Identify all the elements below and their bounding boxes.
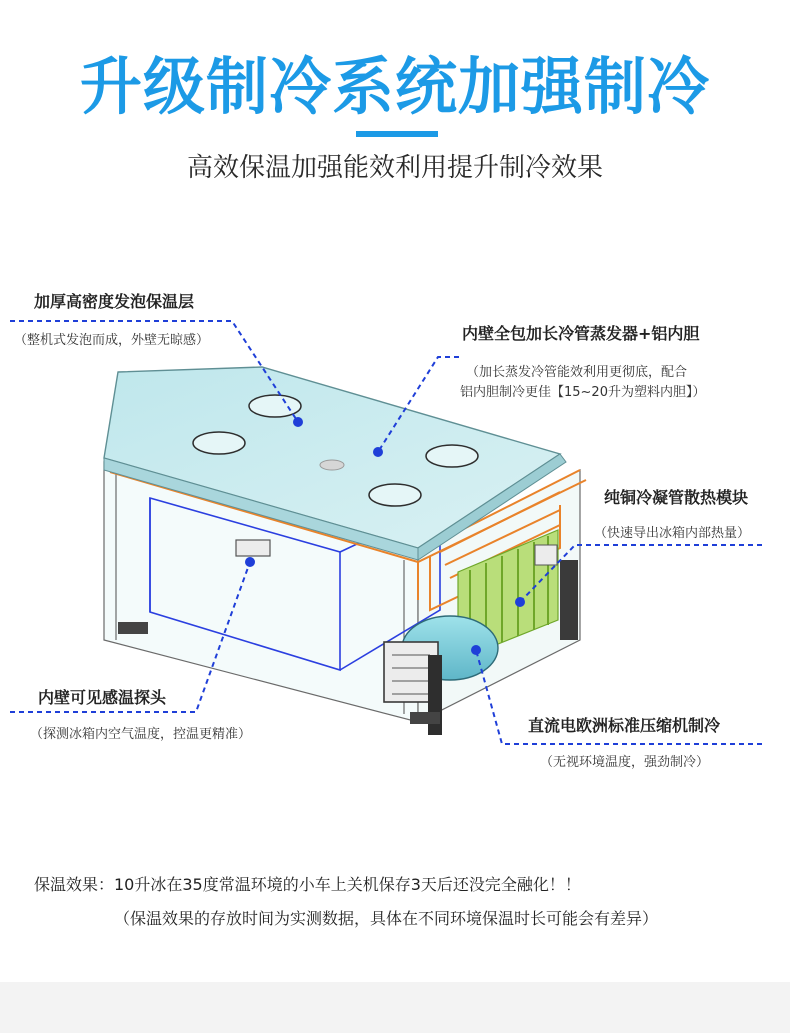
page-title: 升级制冷系统加强制冷 <box>79 50 710 123</box>
compressor-desc: （无视环境温度，强劲制冷） <box>540 755 710 770</box>
foam-layer-label: 加厚高密度发泡保温层 <box>34 292 195 311</box>
temperature-sensor <box>236 540 270 556</box>
evaporator-label: 内壁全包加长冷管蒸发器+铝内胆 <box>462 324 700 343</box>
sensor-label: 内壁可见感温探头 <box>38 688 167 707</box>
evaporator-desc-line2: 铝内胆制冷更佳【15~20升为塑料内胆】） <box>460 385 706 400</box>
foam-layer-desc: （整机式发泡而成，外壁无晾感） <box>14 333 210 348</box>
insulation-disclaimer: （保温效果的存放时间为实测数据，具体在不同环境保温时长可能会有差异） <box>114 909 659 928</box>
footer-band <box>0 982 790 1033</box>
condenser-label: 纯铜冷凝管散热模块 <box>604 488 749 507</box>
insulation-result-note: 保温效果：10升冰在35度常温环境的小车上关机保存3天后还没完全融化！！ <box>34 875 581 894</box>
sensor-desc: （探测冰箱内空气温度，控温更精准） <box>30 727 252 742</box>
evaporator-desc-line1: （加长蒸发冷管能效利用更彻底，配合 <box>466 365 688 380</box>
compressor-label: 直流电欧洲标准压缩机制冷 <box>528 716 721 735</box>
page-subtitle: 高效保温加强能效利用提升制冷效果 <box>186 153 603 183</box>
condenser-desc: （快速导出冰箱内部热量） <box>594 526 751 541</box>
